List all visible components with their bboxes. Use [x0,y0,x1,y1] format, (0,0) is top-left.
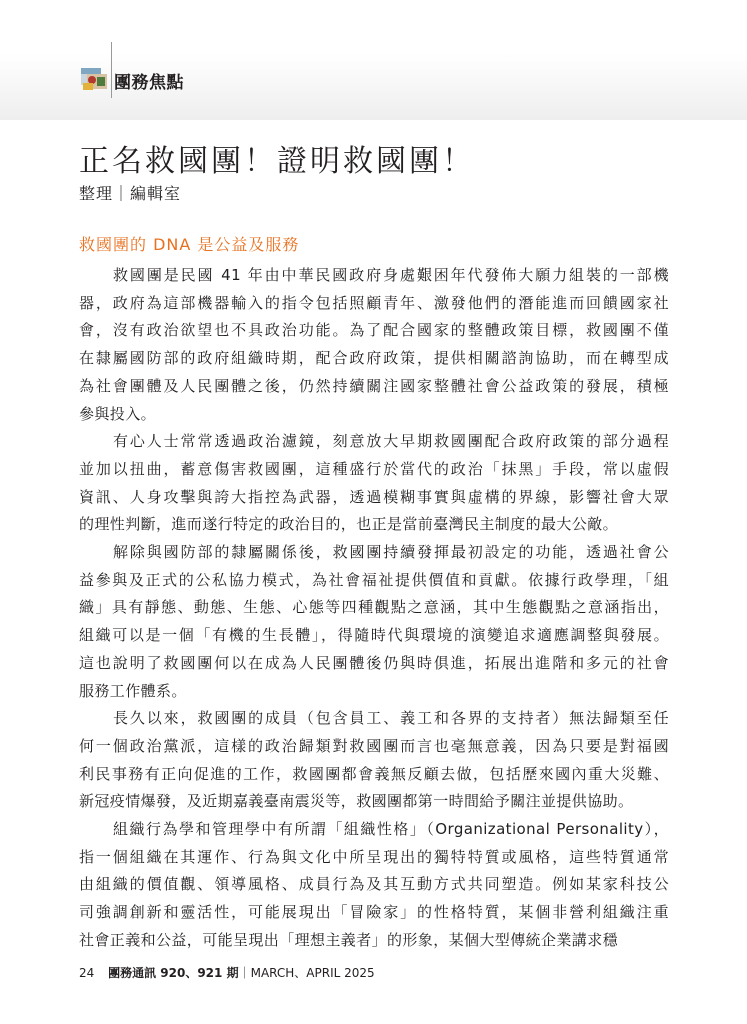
paragraph [79,705,669,816]
paragraph [79,539,669,705]
section-label: 團務焦點 [114,73,184,93]
paragraph-line: 司強調創新和靈活性，可能展現出「冒險家」的性格特質，某個非營利組織注重 [79,903,669,922]
paragraph-line: 資訊、人身攻擊與誇大指控為武器，透過模糊事實與虛構的界線，影響社會大眾 [79,487,669,506]
paragraph-line: 這也說明了救國團何以在成為人民團體後仍與時俱進，拓展出進階和多元的社會 [79,653,669,672]
paragraph-line: 有心人士常常透過政治濾鏡，刻意放大早期救國團配合政府政策的部分過程 [113,432,669,451]
paragraph-line: 器，政府為這部機器輸入的指令包括照顧青年、激發他們的潛能進而回饋國家社 [79,293,669,312]
paragraph-line: 的理性判斷，進而遂行特定的政治目的，也正是當前臺灣民主制度的最大公敵。 [79,515,619,534]
page-number: 24 [79,966,95,980]
paragraph [79,262,669,428]
paragraph-line: 由組織的價值觀、領導風格、成員行為及其互動方式共同塑造。例如某家科技公 [79,875,669,894]
paragraph [79,428,669,539]
paragraph-line: 何一個政治黨派，這樣的政治歸類對救國團而言也毫無意義，因為只要是對福國 [79,736,669,755]
paragraph-line: 救國團是民國 41 年由中華民國政府身處艱困年代發佈大願力組裝的一部機 [113,266,669,284]
article-body [79,262,669,955]
paragraph-line: 織」具有靜態、動態、生態、心態等四種觀點之意涵，其中生態觀點之意涵指出， [79,598,669,617]
paragraph-line: 新冠疫情爆發，及近期嘉義臺南震災等，救國團都第一時間給予關注並提供協助。 [79,792,634,811]
paragraph-line: 在隸屬國防部的政府組織時期，配合政府政策，提供相關諮詢協助，而在轉型成 [79,349,669,368]
section-subheading: 救國團的 DNA 是公益及服務 [79,235,300,254]
paragraph-line: 長久以來，救國團的成員（包含員工、義工和各界的支持者）無法歸類至任 [113,709,669,728]
paragraph-line: 解除與國防部的隸屬關係後，救國團持續發揮最初設定的功能，透過社會公 [113,543,669,562]
paragraph-line: 並加以扭曲，蓄意傷害救國團，這種盛行於當代的政治「抹黑」手段，常以虛假 [79,459,669,478]
paragraph-line: 組織行為學和管理學中有所謂「組織性格」（Organizational Personality）， [113,820,669,839]
header-divider [111,42,112,98]
paragraph-line: 組織可以是一個「有機的生長體」，得隨時代與環境的演變追求適應調整與發展。 [79,626,669,645]
paragraph-line: 指一個組織在其運作、行為與文化中所呈現出的獨特特質或風格，這些特質通常 [79,847,669,866]
photo-collage-icon [80,64,108,92]
page-footer [79,964,375,981]
article-title: 正名救國團！證明救國團！ [79,144,475,179]
paragraph-line: 為社會團體及人民團體之後，仍然持續關注國家整體社會公益政策的發展，積極 [79,376,669,395]
footer-separator: ｜ [238,966,251,980]
magazine-issue: 團務通訊 920、921 期 [108,966,239,980]
paragraph-line: 會，沒有政治欲望也不具政治功能。為了配合國家的整體政策目標，救國團不僅 [79,321,669,340]
paragraph-line: 服務工作體系。 [79,681,187,700]
paragraph-line: 利民事務有正向促進的工作，救國團都會義無反顧去做，包括歷來國內重大災難、 [79,764,669,783]
paragraph [79,816,669,955]
paragraph-line: 參與投入。 [79,404,157,423]
paragraph-line: 社會正義和公益，可能呈現出「理想主義者」的形象，某個大型傳統企業講求穩 [79,930,619,949]
byline: 整理｜編輯室 [79,184,182,203]
section-header [80,42,280,102]
issue-date: MARCH、APRIL 2025 [250,966,375,980]
paragraph-line: 益參與及正式的公私協力模式，為社會福祉提供價值和貢獻。依據行政學理，「組 [79,570,669,589]
